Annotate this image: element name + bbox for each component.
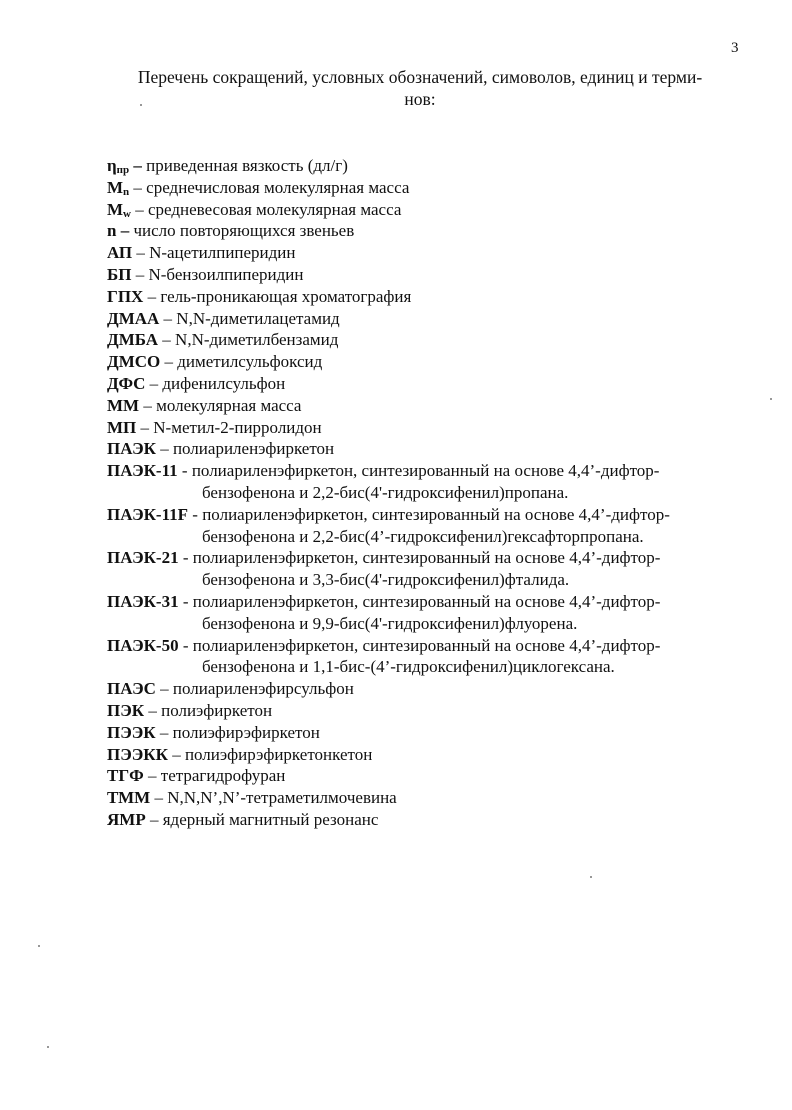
entry-mp [107,417,757,439]
desc-dfs: – дифенилсульфон [145,373,286,393]
entry-bp [107,264,757,286]
desc-mm: – молекулярная масса [139,395,302,415]
desc-bp: – N-бензоилпиперидин [131,264,304,284]
desc-n: число повторяющихся звеньев [129,221,355,241]
desc-paek-21-line-1: - полиариленэфиркетон, синтезированный на основе 4,4’-дифтор- [178,548,661,568]
term-eta: $\eta_{пр}$ – [107,156,147,176]
term-gpx: ГПХ [107,286,144,306]
entry-mn: $M_n$ – среднечисловая молекулярная масса [107,177,410,198]
scan-speck [770,398,772,400]
entry-eta [107,155,757,177]
term-paek-11f: ПАЭК-11F [107,504,189,524]
term-paes: ПАЭС [107,679,156,699]
page-number: 3 [731,40,739,56]
term-mw: $M_w$ [107,199,131,220]
scan-speck [47,1046,49,1048]
desc-peek: – полиэфирэфиркетон [155,722,320,742]
term-ap: АП [107,243,133,263]
desc-paek-11-line-2: бензофенона и 2,2-бис(4'-гидроксифенил)пропана. [202,482,569,502]
desc-paek: – полиариленэфиркетон [155,439,335,459]
term-peek: ПЭЭК [107,722,156,742]
desc-gpx: – гель-проникающая хроматография [143,286,412,306]
title-line-2: нов: [404,89,436,109]
term-paek-31: ПАЭК-31 [107,591,179,611]
entry-ap [107,242,757,264]
desc-tgf: – тетрагидрофуран [143,766,286,786]
desc-pek: – полиэфиркетон [144,700,273,720]
entry-tmm [107,787,757,809]
term-paek-50: ПАЭК-50 [107,635,179,655]
desc-paek-31-line-1: - полиариленэфиркетон, синтезированный на основе 4,4’-дифтор- [178,591,661,611]
entry-tgf [107,765,757,787]
entry-paek-21 [107,547,757,591]
term-tgf: ТГФ [107,766,144,786]
term-paek-21: ПАЭК-21 [107,548,179,568]
entry-dmba [107,329,757,351]
abbreviation-list [107,155,757,831]
desc-dmaa: – N,N-диметилацетамид [159,308,340,328]
entry-mm [107,395,757,417]
scan-speck [590,876,592,878]
entry-paek-50 [107,635,757,679]
desc-peekk: – полиэфирэфиркетонкетон [167,744,373,764]
term-dmaa: ДМАА [107,308,160,328]
entry-yamr [107,809,757,831]
desc-paes: – полиариленэфирсульфон [155,679,354,699]
title-line-1: Перечень сокращений, условных обозначений, симоволов, единиц и терми- [137,67,703,87]
entry-dmaa [107,308,757,330]
term-mp: МП [107,417,137,437]
desc-paek-50-line-2: бензофенона и 1,1-бис-(4’-гидроксифенил)циклогексана. [202,657,615,677]
desc-dmso: – диметилсульфоксид [160,352,323,372]
entry-pek [107,700,757,722]
entry-paek-31 [107,591,757,635]
desc-paek-11f-line-1: - полиариленэфиркетон, синтезированный на основе 4,4’-дифтор- [188,504,670,524]
entry-paek-11 [107,460,757,504]
desc-paek-11-line-1: - полиариленэфиркетон, синтезированный на основе 4,4’-дифтор- [177,461,660,481]
term-paek: ПАЭК [107,439,156,459]
entry-paek [107,438,757,460]
term-mm: ММ [107,395,140,415]
desc-mn: среднечисловая молекулярная масса [146,177,410,197]
entry-n [107,220,757,242]
desc-paek-21-line-2: бензофенона и 3,3-бис(4'-гидроксифенил)фталида. [202,570,570,590]
entry-dfs [107,373,757,395]
desc-paek-11f-line-2: бензофенона и 2,2-бис(4’-гидроксифенил)гексафторпропана. [202,526,644,546]
desc-eta: приведенная вязкость (дл/г) [146,156,348,175]
entry-mw: $M_w$ – средневесовая молекулярная масса [107,199,402,220]
term-paek-11: ПАЭК-11 [107,461,178,481]
desc-paek-50-line-1: - полиариленэфиркетон, синтезированный на основе 4,4’-дифтор- [178,635,661,655]
page-title [100,66,740,110]
desc-yamr: – ядерный магнитный резонанс [145,809,379,829]
desc-paek-31-line-2: бензофенона и 9,9-бис(4'-гидроксифенил)флуорена. [202,613,578,633]
term-mn: $M_n$ [107,177,130,198]
desc-mw: средневесовая молекулярная масса [148,199,402,219]
entry-paek-11f [107,504,757,548]
desc-mp: – N-метил-2-пирролидон [136,417,322,437]
term-dmso: ДМСО [107,352,161,372]
desc-dmba: – N,N-диметилбензамид [158,330,339,350]
desc-ap: – N-ацетилпиперидин [132,243,296,263]
entry-dmso [107,351,757,373]
scan-speck [38,945,40,947]
term-n: n – [107,221,130,241]
term-peekk: ПЭЭКК [107,744,168,764]
term-dmba: ДМБА [107,330,159,350]
scan-speck [140,104,142,106]
entry-paes [107,678,757,700]
entry-peek [107,722,757,744]
term-bp: БП [107,264,132,284]
entry-peekk [107,744,757,766]
term-dfs: ДФС [107,373,146,393]
desc-tmm: – N,N,N’,N’-тетраметилмочевина [150,788,397,808]
term-yamr: ЯМР [107,809,146,829]
entry-gpx [107,286,757,308]
term-pek: ПЭК [107,700,145,720]
term-tmm: ТММ [107,788,151,808]
